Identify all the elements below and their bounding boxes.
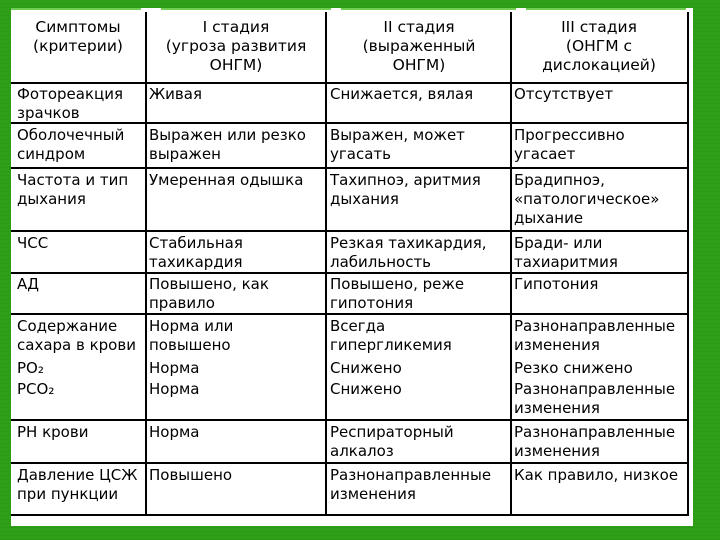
header-stage-2: II стадия (выраженный ОНГМ) [362,18,476,74]
row-stage-2: Повышено, реже гипотония [330,275,465,312]
row-stage-1: Выражен или резко выражен [149,126,306,163]
row-stage-1: Норма или повышено [149,317,234,354]
row-stage-3: Гипотония [514,275,599,293]
row-stage-2: Выражен, может угасать [330,126,465,163]
row-stage-1: Умеренная одышка [149,171,304,189]
row-stage-3: Разнонаправленные изменения [514,423,676,460]
row-divider [11,272,689,274]
row-criterion: Содержание сахара в крови [17,317,136,354]
row-stage-1: Норма [149,423,200,441]
row-stage-2: Снижается, вялая [330,85,474,103]
row-stage-3: Отсутствует [514,85,614,103]
row-divider [11,313,689,315]
top-accent-line [526,8,686,10]
row-stage-3: Прогрессивно угасает [514,126,625,163]
row-criterion: АД [17,275,39,293]
header-criteria: Симптомы (критерии) [33,18,123,55]
row-criterion: ЧСС [17,234,49,252]
row-stage-2: Респираторный алкалоз [330,423,454,460]
row-criterion: Фотореакция зрачков [17,85,123,122]
row-stage-1: Живая [149,85,202,103]
row-divider [11,167,689,169]
column-divider [325,12,327,516]
row-criterion: Давление ЦСЖ при пункции [17,466,138,503]
row-criterion: РН крови [17,423,89,441]
row-criterion: Частота и тип дыхания [17,171,129,208]
header-stage-3: III стадия (ОНГМ с дислокацией) [542,18,656,74]
column-divider [510,12,512,516]
row-stage-2: Всегда гипергликемия [330,317,452,354]
row-stage-2: Снижено [330,359,402,377]
row-divider [11,419,689,421]
row-criterion: РСО₂ [17,380,55,398]
row-stage-1: Повышено [149,466,233,484]
row-stage-1: Норма [149,359,200,377]
top-accent-line [161,8,331,10]
row-stage-1: Стабильная тахикардия [149,234,243,271]
row-stage-2: Снижено [330,380,402,398]
table-right-border [687,12,689,516]
table-bottom-border [11,514,689,516]
row-stage-3: Как правило, низкое [514,466,679,484]
row-stage-2: Тахипноэ, аритмия дыхания [330,171,481,208]
row-stage-3: Разнонаправленные изменения [514,380,676,417]
row-stage-1: Повышено, как правило [149,275,269,312]
row-divider [11,230,689,232]
header-divider [11,82,689,84]
slide-sheet [11,8,693,526]
row-criterion: Оболочечный синдром [17,126,125,163]
row-stage-3: Резко снижено [514,359,633,377]
row-stage-3: Брадипноэ, «патологическое» дыхание [514,171,660,227]
header-stage-1: I стадия (угроза развития ОНГМ) [165,18,307,74]
row-stage-3: Бради- или тахиаритмия [514,234,618,271]
top-accent-line [11,8,141,10]
row-divider [11,462,689,464]
row-stage-2: Резкая тахикардия, лабильность [330,234,487,271]
top-accent-line [341,8,516,10]
row-criterion: РО₂ [17,359,44,377]
row-stage-1: Норма [149,380,200,398]
row-stage-2: Разнонаправленные изменения [330,466,492,503]
row-stage-3: Разнонаправленные изменения [514,317,676,354]
column-divider [145,12,147,516]
